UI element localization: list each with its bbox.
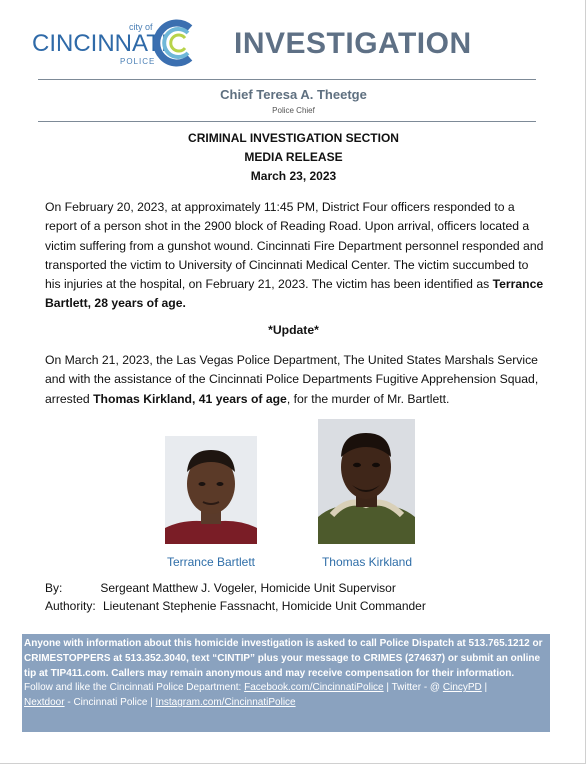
- suspect-caption: Thomas Kirkland: [321, 555, 413, 569]
- facebook-link[interactable]: Facebook.com/CincinnatiPolice: [244, 682, 384, 694]
- update-label: *Update*: [268, 323, 319, 337]
- authority-label: Authority:: [45, 599, 96, 613]
- release-type: MEDIA RELEASE: [244, 150, 343, 164]
- by-value: Sergeant Matthew J. Vogeler, Homicide Unit Supervisor: [100, 581, 396, 595]
- chief-divider: [38, 121, 536, 122]
- nextdoor-rest: - Cincinnati Police |: [64, 697, 156, 709]
- by-line: [45, 581, 396, 595]
- tip-instructions: Anyone with information about this homicide investigation is asked to call Police Dispatch at 513.765.1212 or CRIMESTOPPERS at 513.352.3040, text “CINTIP” plus your message to CRIMES (274637) or submit an online tip at TIP411.com. Callers may remain anonymous and may receive compensation for their information.: [24, 638, 543, 679]
- chief-name: Chief Teresa A. Theetge: [220, 87, 367, 102]
- victim-identity: Terrance Bartlett, 28 years of age.: [45, 277, 544, 311]
- suspect-identity: Thomas Kirkland, 41 years of age: [93, 391, 287, 406]
- arrest-text-b: , for the murder of Mr. Bartlett.: [286, 391, 450, 406]
- cincinnati-police-logo: [32, 18, 202, 70]
- logo-city: CINCINNATI: [32, 30, 168, 57]
- incident-text: On February 20, 2023, at approximately 11:45 PM, District Four officers responded to a report of a person shot in the 2900 block of Reading Road. Upon arrival, officers located a victim suffering from a gunshot wound. Cincinnati Fire Department personnel responded and transported the victim to University of Cincinnati Medical Center. The victim succumbed to his injuries at the hospital, on February 21, 2023. The victim has been identified as: [45, 200, 544, 292]
- section-heading: CRIMINAL INVESTIGATION SECTION: [188, 131, 399, 145]
- tip-box: [22, 634, 550, 732]
- twitter-separator: | Twitter - @: [383, 682, 443, 694]
- suspect-portrait-image: [318, 419, 415, 544]
- instagram-link[interactable]: Instagram.com/CincinnatiPolice: [155, 697, 296, 709]
- by-label: By:: [45, 581, 63, 595]
- arrest-text-a: On March 21, 2023, the Las Vegas Police Department, The United States Marshals Service and with the assistance of the Cincinnati Police Departments Fugitive Apprehension Squad, arrested: [45, 353, 539, 406]
- victim-portrait-image: [165, 436, 257, 544]
- follow-prefix: Follow and like the Cincinnati Police Department:: [24, 682, 245, 694]
- nextdoor-link[interactable]: Nextdoor: [24, 697, 65, 709]
- authority-line: [45, 599, 426, 613]
- chief-title: Police Chief: [272, 106, 315, 115]
- logo-city-of: city of: [129, 22, 153, 32]
- victim-caption: Terrance Bartlett: [166, 555, 256, 569]
- twitter-link[interactable]: CincyPD: [442, 682, 482, 694]
- separator-1: |: [481, 682, 488, 694]
- logo-department: POLICE: [120, 57, 156, 66]
- page-title: INVESTIGATION: [234, 27, 472, 60]
- authority-value: Lieutenant Stephenie Fassnacht, Homicide Unit Commander: [103, 599, 426, 613]
- suspect-photo: [318, 419, 415, 544]
- arrest-paragraph: [45, 351, 545, 409]
- header-divider: [38, 79, 536, 80]
- release-date: March 23, 2023: [250, 169, 337, 183]
- incident-paragraph: [45, 198, 545, 314]
- victim-photo: [165, 436, 257, 544]
- logo-c-mark-icon: [152, 18, 200, 68]
